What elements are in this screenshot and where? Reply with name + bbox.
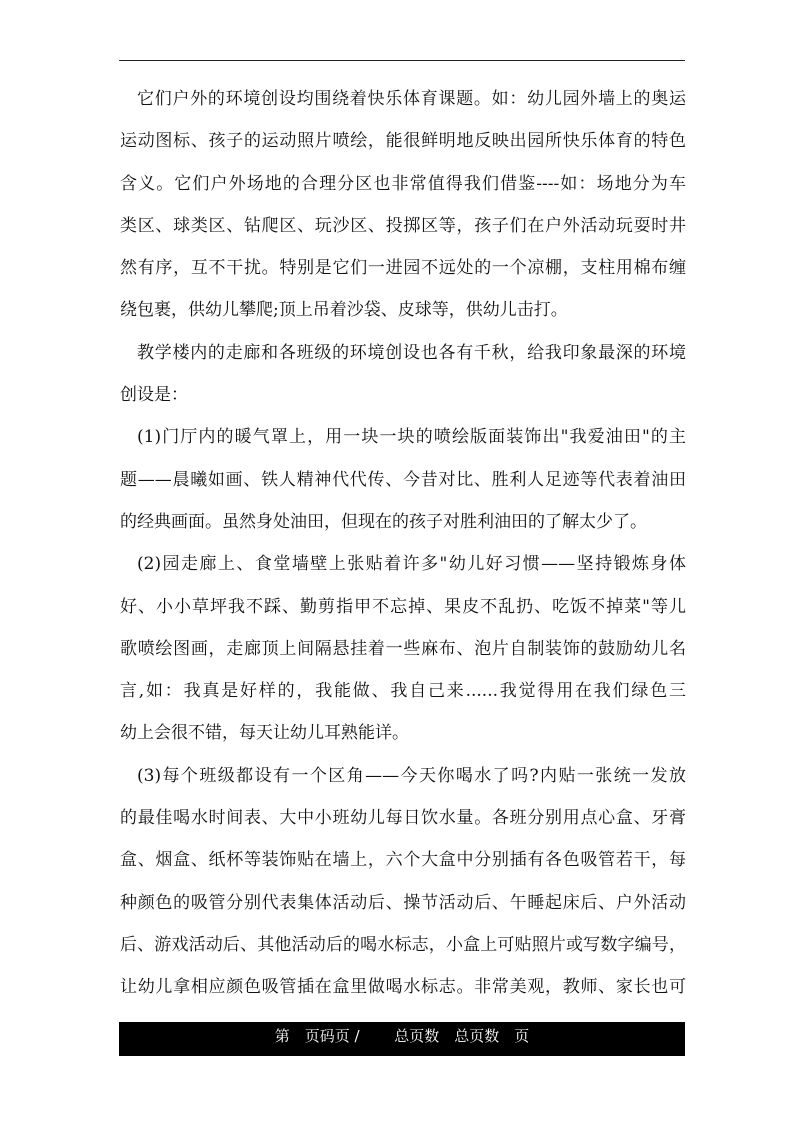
paragraph-3-line-2: 题——晨曦如画、铁人精神代代传、今昔对比、胜利人足迹等代表着油田: [120, 469, 686, 490]
paragraph-4-line-1: (2)园走廊上、食堂墙壁上张贴着许多"幼儿好习惯——坚持锻炼身体: [137, 554, 686, 575]
paragraph-4-line-4: 言,如：我真是好样的，我能做、我自己来......我觉得用在我们绿色三: [120, 681, 686, 702]
paragraph-1-line-6: 绕包裹，供幼儿攀爬;顶上吊着沙袋、皮球等，供幼儿击打。: [120, 300, 568, 321]
paragraph-5-line-6: 让幼儿拿相应颜色吸管插在盒里做喝水标志。非常美观，教师、家长也可: [120, 977, 686, 998]
paragraph-2-line-1: 教学楼内的走廊和各班级的环境创设也各有千秋，给我印象最深的环境: [137, 342, 686, 363]
paragraph-5-line-4: 种颜色的吸管分别代表集体活动后、操节活动后、午睡起床后、户外活动: [120, 892, 686, 913]
paragraph-5-line-3: 盒、烟盒、纸杯等装饰贴在墙上，六个大盒中分别插有各色吸管若干，每: [120, 850, 686, 871]
paragraph-5-line-2: 的最佳喝水时间表、大中小班幼儿每日饮水量。各班分别用点心盒、牙膏: [120, 808, 686, 829]
paragraph-4-line-3: 歌喷绘图画，走廊顶上间隔悬挂着一些麻布、泡片自制装饰的鼓励幼儿名: [120, 638, 686, 659]
header-rule: [119, 60, 685, 61]
paragraph-4-line-5: 幼上会很不错，每天让幼儿耳熟能详。: [120, 723, 409, 744]
page-number-label: 第 页码页 / 总页数 总页数 页: [274, 1027, 530, 1045]
paragraph-1-line-4: 类区、球类区、钻爬区、玩沙区、投掷区等，孩子们在户外活动玩耍时井: [120, 215, 686, 236]
paragraph-4-line-2: 好、小小草坪我不踩、勤剪指甲不忘掉、果皮不乱扔、吃饭不掉菜"等儿: [120, 596, 686, 617]
document-body: [120, 78, 686, 1009]
paragraph-1-line-5: 然有序，互不干扰。特别是它们一进园不远处的一个凉棚，支柱用棉布缠: [120, 258, 686, 279]
paragraph-5-line-1: (3)每个班级都设有一个区角——今天你喝水了吗?内贴一张统一发放: [137, 765, 686, 786]
paragraph-5-line-5: 后、游戏活动后、其他活动后的喝水标志，小盒上可贴照片或写数字编号，: [120, 934, 686, 955]
paragraph-1-line-2: 运动图标、孩子的运动照片喷绘，能很鲜明地反映出园所快乐体育的特色: [120, 131, 686, 152]
paragraph-2-line-2: 创设是：: [120, 385, 188, 406]
paragraph-1-line-1: 它们户外的环境创设均围绕着快乐体育课题。如：幼儿园外墙上的奥运: [137, 89, 686, 109]
paragraph-3-line-1: (1)门厅内的暖气罩上，用一块一块的喷绘版面装饰出"我爱油田"的主: [137, 427, 686, 448]
paragraph-1-line-3: 含义。它们户外场地的合理分区也非常值得我们借鉴----如：场地分为车: [120, 173, 686, 194]
paragraph-3-line-3: 的经典画面。虽然身处油田，但现在的孩子对胜利油田的了解太少了。: [120, 511, 647, 532]
page-footer: [119, 1022, 685, 1056]
